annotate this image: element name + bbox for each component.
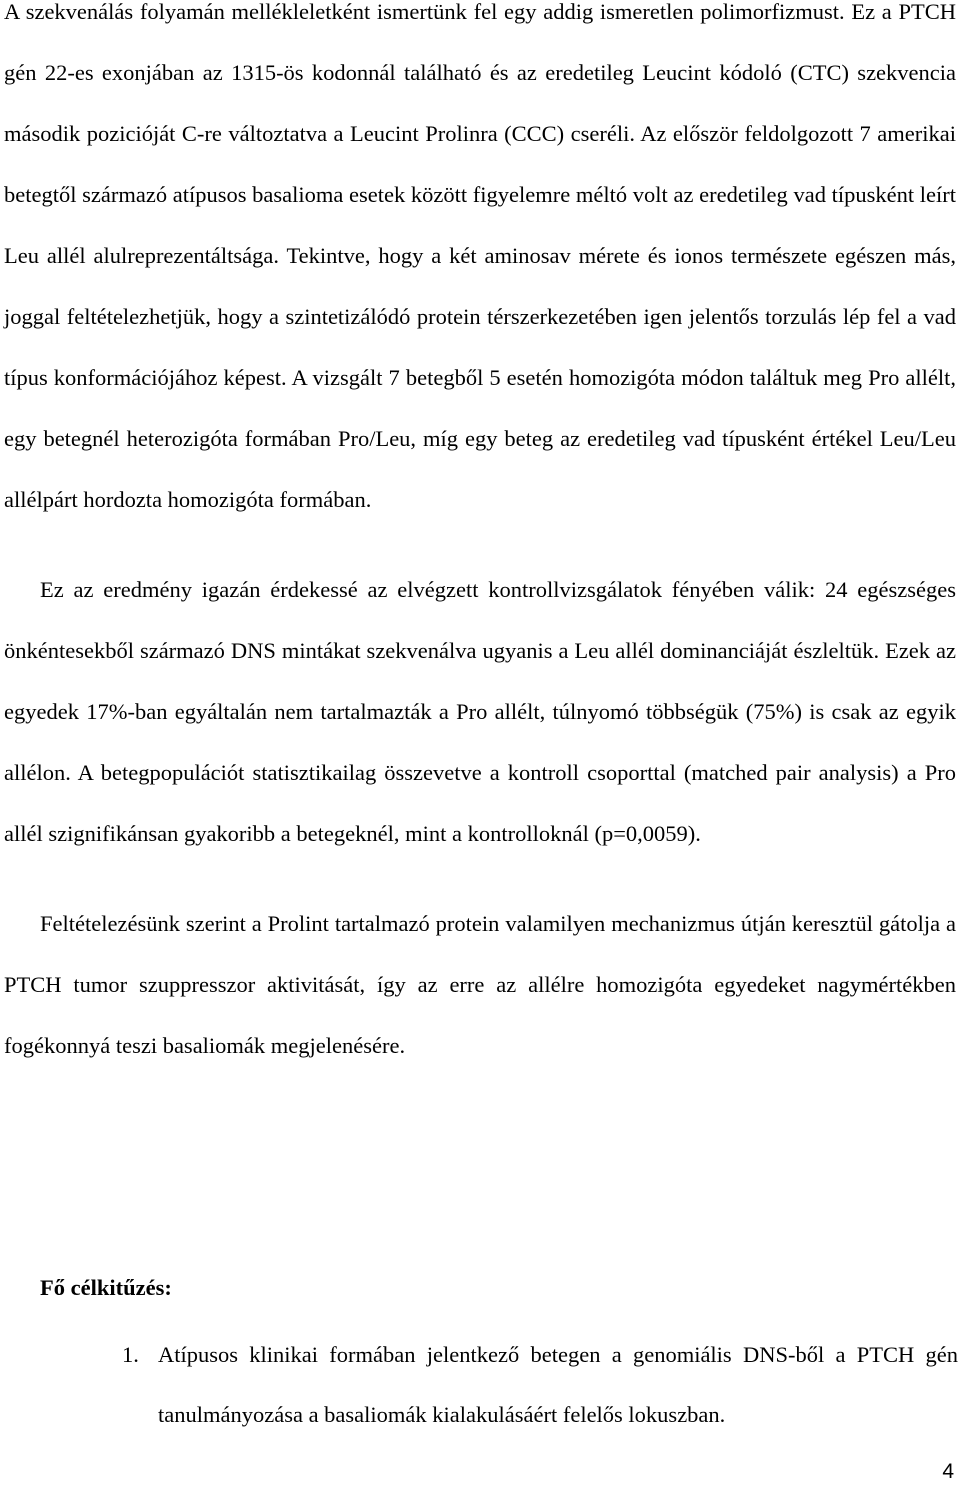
paragraph-control-results: Ez az eredmény igazán érdekessé az elvégzett kontrollvizsgálatok fényében válik: 24 egészséges önkéntesekből származó DNS mintákat szekvenálva ugyanis a Leu allél dominanciáját észleltük. Ezek az egyedek 17%-ban egyáltalán nem tartalmazták a Pro allélt, túlnyomó többségük (75%) is csak az egyik allélon. A betegpopulációt statisztikailag összevetve a kontroll csoporttal (matched pair analysis) a Pro allél szignifikánsan gyakoribb a betegeknél, mint a kontrolloknál (p=0,0059). <box>4 577 956 846</box>
objectives-list <box>122 1325 958 1445</box>
page-number: 4 <box>942 1460 954 1483</box>
list-item <box>122 1325 958 1445</box>
list-item-number: 1. <box>122 1342 139 1367</box>
paragraph-polymorphism: A szekvenálás folyamán mellékleletként ismertünk fel egy addig ismeretlen polimorfizmust. Ez a PTCH gén 22-es exonjában az 1315-ös kodonnál található és az eredetileg Leucint kódoló (CTC) szekvencia második pozicióját C-re változtatva a Leucint Prolinra (CCC) cseréli. Az először feldolgozott 7 amerikai betegtől származó atípusos basalioma esetek között figyelemre méltó volt az eredetileg vad típusként leírt Leu allél alulreprezentáltsága. Tekintve, hogy a két aminosav mérete és ionos természete egészen más, joggal feltételezhetjük, hogy a szintetizálódó protein térszerkezetében igen jelentős torzulás lép fel a vad típus konformációjához képest. A vizsgált 7 betegből 5 esetén homozigóta módon találtuk meg Pro allélt, egy betegnél heterozigóta formában Pro/Leu, míg egy beteg az eredetileg vad típusként értékel Leu/Leu allélpárt hordozta homozigóta formában. <box>4 0 956 512</box>
paragraph-hypothesis: Feltételezésünk szerint a Prolint tartalmazó protein valamilyen mechanizmus útján keresztül gátolja a PTCH tumor szuppresszor aktivitását, így az erre az allélre homozigóta egyedeket nagymértékben fogékonnyá teszi basaliomák megjelenésére. <box>4 911 956 1058</box>
section-heading: Fő célkitűzés: <box>40 1275 172 1300</box>
list-item-text: Atípusos klinikai formában jelentkező betegen a genomiális DNS-ből a PTCH gén tanulmányozása a basaliomák kialakulásáért felelős lokuszban. <box>158 1342 958 1427</box>
document-page <box>4 0 956 1076</box>
